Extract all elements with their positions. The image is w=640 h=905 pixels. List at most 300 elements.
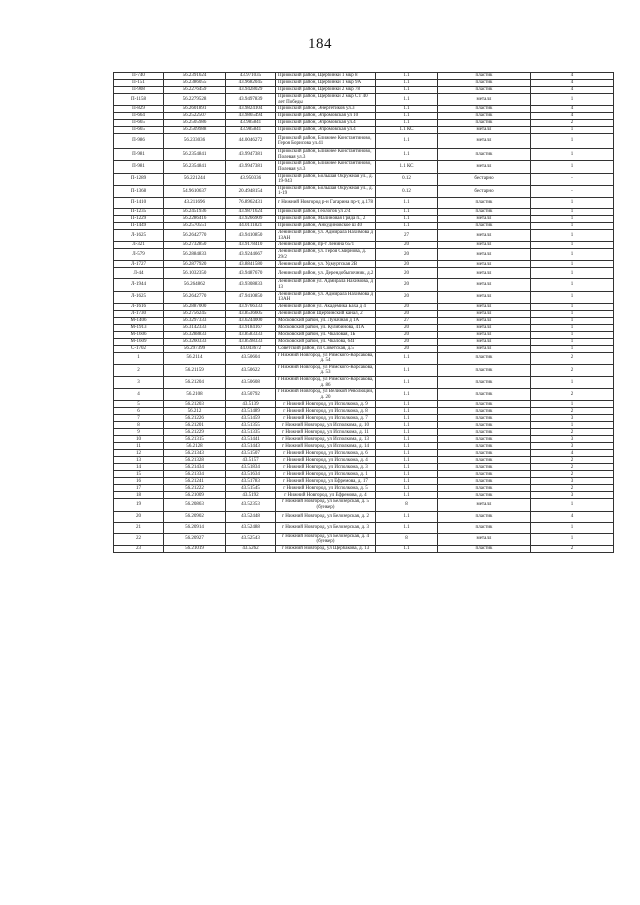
- site-id-cell: Л-579: [114, 249, 164, 261]
- site-id-cell: М-1609: [114, 338, 164, 345]
- latitude-cell: 56.2276459: [164, 87, 226, 94]
- longitude-cell: 43.52353: [226, 499, 276, 511]
- site-id-cell: 20: [114, 511, 164, 522]
- longitude-cell: 43.9947381: [226, 149, 276, 161]
- page-number: 184: [308, 36, 332, 52]
- count-cell: 2: [531, 545, 614, 552]
- count-cell: 1: [531, 127, 614, 134]
- site-id-cell: 13: [114, 457, 164, 464]
- latitude-cell: 54.9610637: [164, 185, 226, 197]
- site-id-cell: 5: [114, 401, 164, 408]
- address-cell: Ленинский район, ул. Адмирала Нахимова д 13АН: [276, 229, 376, 241]
- table-row: [114, 364, 614, 376]
- latitude-cell: 56.21315: [164, 436, 226, 443]
- container-sites-table: [113, 72, 613, 553]
- table-row: [114, 331, 614, 338]
- volume-cell: 27: [376, 229, 438, 241]
- material-cell: пластик: [438, 113, 531, 120]
- volume-cell: 1.1: [376, 106, 438, 113]
- count-cell: 1: [531, 215, 614, 222]
- latitude-cell: 56.2570551: [164, 222, 226, 229]
- material-cell: пластик: [438, 522, 531, 533]
- count-cell: 1: [531, 197, 614, 208]
- count-cell: 1: [531, 279, 614, 291]
- longitude-cell: 43.8598333: [226, 338, 276, 345]
- longitude-cell: 43.52448: [226, 511, 276, 522]
- longitude-cell: 43.51355: [226, 422, 276, 429]
- address-cell: Московский район, ул. Кулибинова, 41А: [276, 324, 376, 331]
- address-cell: г Нижний Новгород, ул Исполкома, д. 1: [276, 471, 376, 478]
- table-row: [114, 401, 614, 408]
- site-id-cell: 7: [114, 415, 164, 422]
- count-cell: 2: [531, 485, 614, 492]
- longitude-cell: 43.9497839: [226, 94, 276, 106]
- count-cell: 1: [531, 249, 614, 261]
- material-cell: пластик: [438, 511, 531, 522]
- site-id-cell: П-981: [114, 149, 164, 161]
- latitude-cell: 56.20927: [164, 533, 226, 545]
- latitude-cell: 56.2391624: [164, 73, 226, 80]
- latitude-cell: 56.212: [164, 408, 226, 415]
- longitude-cell: 43.8841580: [226, 261, 276, 268]
- count-cell: 1: [531, 317, 614, 324]
- count-cell: 1: [531, 242, 614, 249]
- latitude-cell: 56.21328: [164, 457, 226, 464]
- site-id-cell: П-664: [114, 113, 164, 120]
- material-cell: пластик: [438, 73, 531, 80]
- table-row: [114, 229, 614, 241]
- material-cell: металл: [438, 345, 531, 352]
- longitude-cell: 20.4948154: [226, 185, 276, 197]
- latitude-cell: 56.2509988: [164, 127, 226, 134]
- latitude-cell: 56.2128: [164, 443, 226, 450]
- table-row: [114, 464, 614, 471]
- count-cell: 1: [531, 222, 614, 229]
- volume-cell: 1.1: [376, 120, 438, 127]
- material-cell: пластик: [438, 149, 531, 161]
- latitude-cell: 56.21222: [164, 485, 226, 492]
- latitude-cell: 56.2354841: [164, 149, 226, 161]
- address-cell: Ленинский район Щербинский канал, 2: [276, 310, 376, 317]
- address-cell: Ленинский район, ул. Удмуртская 2В: [276, 261, 376, 268]
- site-id-cell: 14: [114, 464, 164, 471]
- longitude-cell: 43.51335: [226, 429, 276, 436]
- material-cell: металл: [438, 94, 531, 106]
- table-row: [114, 377, 614, 389]
- volume-cell: 1.1: [376, 208, 438, 215]
- latitude-cell: 56.21229: [164, 429, 226, 436]
- site-id-cell: П-986: [114, 134, 164, 149]
- table-row: [114, 106, 614, 113]
- count-cell: 1: [531, 261, 614, 268]
- material-cell: пластик: [438, 352, 531, 364]
- site-id-cell: 6: [114, 408, 164, 415]
- address-cell: г Нижний Новгород, ул Исполкома, д. 9: [276, 401, 376, 408]
- material-cell: металл: [438, 533, 531, 545]
- material-cell: пластик: [438, 478, 531, 485]
- volume-cell: 1.1 КС: [376, 127, 438, 134]
- material-cell: металл: [438, 249, 531, 261]
- site-id-cell: П-1158: [114, 94, 164, 106]
- latitude-cell: 56.2108: [164, 389, 226, 401]
- address-cell: Приокский район, Большая Окружная ул., д. 19-943: [276, 173, 376, 185]
- count-cell: 1: [531, 134, 614, 149]
- latitude-cell: 56.2522507: [164, 113, 226, 120]
- address-cell: Приокский район, Геологов ул 2/4: [276, 208, 376, 215]
- data-table: [113, 72, 614, 553]
- count-cell: 1: [531, 499, 614, 511]
- material-cell: металл: [438, 317, 531, 324]
- material-cell: пластик: [438, 106, 531, 113]
- latitude-cell: 56.2642770: [164, 229, 226, 241]
- address-cell: Советский район, пл Советская, д.5: [276, 345, 376, 352]
- volume-cell: 1.1: [376, 401, 438, 408]
- table-row: [114, 422, 614, 429]
- count-cell: 1: [531, 422, 614, 429]
- longitude-cell: 43.9178410: [226, 242, 276, 249]
- count-cell: 3: [531, 436, 614, 443]
- latitude-cell: 56.221244: [164, 173, 226, 185]
- count-cell: 3: [531, 492, 614, 499]
- count-cell: 4: [531, 73, 614, 80]
- table-row: [114, 478, 614, 485]
- address-cell: г Нижний Новгород, ул Белозерская, д. 5 (бункер): [276, 499, 376, 511]
- count-cell: 1: [531, 208, 614, 215]
- table-row: [114, 242, 614, 249]
- site-id-cell: Л-1616: [114, 303, 164, 310]
- table-row: [114, 324, 614, 331]
- volume-cell: 1.1 КС: [376, 161, 438, 173]
- site-id-cell: М-1913: [114, 324, 164, 331]
- count-cell: 1: [531, 522, 614, 533]
- latitude-cell: 56.21159: [164, 364, 226, 376]
- table-row: [114, 87, 614, 94]
- address-cell: Приокский район, Щербинки 2 мкр СТ 40 лет Победы: [276, 94, 376, 106]
- longitude-cell: 43.51443: [226, 443, 276, 450]
- volume-cell: 1.1: [376, 389, 438, 401]
- longitude-cell: 43.9865494: [226, 113, 276, 120]
- address-cell: Приокский район, Эпромовская ул 10: [276, 113, 376, 120]
- count-cell: -: [531, 185, 614, 197]
- table-row: [114, 291, 614, 303]
- longitude-cell: 43.52543: [226, 533, 276, 545]
- material-cell: металл: [438, 134, 531, 149]
- table-row: [114, 134, 614, 149]
- material-cell: пластик: [438, 80, 531, 87]
- count-cell: -: [531, 173, 614, 185]
- address-cell: Московский район, ул. Чкалова, 64Г: [276, 338, 376, 345]
- longitude-cell: 43.51634: [226, 471, 276, 478]
- longitude-cell: 43.50608: [226, 377, 276, 389]
- volume-cell: 1.1: [376, 429, 438, 436]
- site-id-cell: П-151: [114, 80, 164, 87]
- table-row: [114, 279, 614, 291]
- longitude-cell: 43.51783: [226, 478, 276, 485]
- site-id-cell: П-908: [114, 87, 164, 94]
- volume-cell: 20: [376, 249, 438, 261]
- table-row: [114, 249, 614, 261]
- site-id-cell: 8: [114, 422, 164, 429]
- site-id-cell: 12: [114, 450, 164, 457]
- longitude-cell: 43.9487670: [226, 268, 276, 279]
- volume-cell: 1.1: [376, 436, 438, 443]
- longitude-cell: 43.5139: [226, 401, 276, 408]
- site-id-cell: Л-44: [114, 268, 164, 279]
- material-cell: металл: [438, 279, 531, 291]
- site-id-cell: П-665: [114, 120, 164, 127]
- table-row: [114, 408, 614, 415]
- material-cell: пластик: [438, 197, 531, 208]
- longitude-cell: 76.8962431: [226, 197, 276, 208]
- longitude-cell: 43.51489: [226, 408, 276, 415]
- latitude-cell: 56.21334: [164, 471, 226, 478]
- site-id-cell: 18: [114, 492, 164, 499]
- volume-cell: 20: [376, 324, 438, 331]
- volume-cell: 8: [376, 499, 438, 511]
- count-cell: 1: [531, 94, 614, 106]
- volume-cell: 1.1: [376, 364, 438, 376]
- count-cell: 1: [531, 345, 614, 352]
- site-id-cell: П-981: [114, 161, 164, 173]
- volume-cell: 20: [376, 242, 438, 249]
- table-row: [114, 389, 614, 401]
- address-cell: г Нижний Новгород, ул Исполкома, д. 10: [276, 422, 376, 429]
- longitude-cell: 43.51459: [226, 415, 276, 422]
- address-cell: г Нижний Новгород, ул Ефремова, д. 4: [276, 492, 376, 499]
- material-cell: пластик: [438, 492, 531, 499]
- latitude-cell: 56.3288833: [164, 331, 226, 338]
- longitude-cell: 43.985841: [226, 120, 276, 127]
- address-cell: г Нижний Новгород, ул Исполкома, д. 4: [276, 457, 376, 464]
- count-cell: 1: [531, 268, 614, 279]
- count-cell: 1: [531, 149, 614, 161]
- longitude-cell: 43.9682045: [226, 80, 276, 87]
- address-cell: Ленинский район, пр-т Ленина 65/1: [276, 242, 376, 249]
- count-cell: 4: [531, 113, 614, 120]
- latitude-cell: 56.1032350: [164, 268, 226, 279]
- count-cell: 2: [531, 457, 614, 464]
- material-cell: пластик: [438, 545, 531, 552]
- site-id-cell: С-1702: [114, 345, 164, 352]
- table-row: [114, 457, 614, 464]
- volume-cell: 1.1: [376, 149, 438, 161]
- count-cell: 4: [531, 511, 614, 522]
- table-row: [114, 443, 614, 450]
- volume-cell: 1.1: [376, 478, 438, 485]
- table-row: [114, 73, 614, 80]
- table-row: [114, 208, 614, 215]
- address-cell: г Нижний Новгород, ул Исполкома, д. 11: [276, 429, 376, 436]
- volume-cell: 27: [376, 317, 438, 324]
- table-row: [114, 94, 614, 106]
- count-cell: 1: [531, 161, 614, 173]
- count-cell: 1: [531, 310, 614, 317]
- count-cell: 1: [531, 401, 614, 408]
- material-cell: металл: [438, 310, 531, 317]
- address-cell: Ленинский район, ул. Адмирала Нахимова д 13АН: [276, 291, 376, 303]
- address-cell: Приокский район, Ближнее Константиново, Героя Борисова ул.41: [276, 134, 376, 149]
- count-cell: 4: [531, 106, 614, 113]
- table-row: [114, 303, 614, 310]
- count-cell: 3: [531, 478, 614, 485]
- material-cell: пластик: [438, 436, 531, 443]
- material-cell: металл: [438, 229, 531, 241]
- volume-cell: 1.1: [376, 113, 438, 120]
- count-cell: 2: [531, 364, 614, 376]
- material-cell: пластик: [438, 389, 531, 401]
- volume-cell: 1.1: [376, 222, 438, 229]
- count-cell: 2: [531, 120, 614, 127]
- volume-cell: 20: [376, 268, 438, 279]
- latitude-cell: 56.2286416: [164, 215, 226, 222]
- longitude-cell: 43.9824104: [226, 106, 276, 113]
- table-body: [114, 73, 614, 553]
- latitude-cell: 56.3142333: [164, 324, 226, 331]
- volume-cell: 1.1: [376, 443, 438, 450]
- count-cell: 2: [531, 464, 614, 471]
- site-id-cell: Л-1730: [114, 310, 164, 317]
- latitude-cell: 56.2279528: [164, 94, 226, 106]
- latitude-cell: 56.2732850: [164, 242, 226, 249]
- volume-cell: 0.12: [376, 185, 438, 197]
- address-cell: г Нижний Новгород, ул Исполкома, д. 5: [276, 485, 376, 492]
- table-row: [114, 173, 614, 185]
- longitude-cell: 43.51441: [226, 436, 276, 443]
- table-row: [114, 429, 614, 436]
- volume-cell: 20: [376, 338, 438, 345]
- address-cell: Ленинский район ул. Адмирала Нахимова, д 13: [276, 279, 376, 291]
- site-id-cell: П-740: [114, 73, 164, 80]
- table-row: [114, 338, 614, 345]
- address-cell: г Нижний Новгород, ул Щербакова, д. 13: [276, 545, 376, 552]
- site-id-cell: 16: [114, 478, 164, 485]
- volume-cell: 20: [376, 279, 438, 291]
- table-row: [114, 415, 614, 422]
- address-cell: Приокский район, Щербинки 1 мкр 8: [276, 73, 376, 80]
- longitude-cell: 43.5157: [226, 457, 276, 464]
- volume-cell: 1.1: [376, 408, 438, 415]
- material-cell: пластик: [438, 457, 531, 464]
- material-cell: металл: [438, 261, 531, 268]
- longitude-cell: 43.5192: [226, 492, 276, 499]
- address-cell: Приокский район, Эпромовская ул.4: [276, 127, 376, 134]
- table-row: [114, 161, 614, 173]
- address-cell: Приокский район, Эпромовская ул.4: [276, 120, 376, 127]
- table-row: [114, 522, 614, 533]
- site-id-cell: М-1406: [114, 317, 164, 324]
- longitude-cell: 43.9428029: [226, 87, 276, 94]
- site-id-cell: 2: [114, 364, 164, 376]
- material-cell: пластик: [438, 443, 531, 450]
- table-row: [114, 222, 614, 229]
- material-cell: металл: [438, 215, 531, 222]
- latitude-cell: 56.21343: [164, 450, 226, 457]
- material-cell: пластик: [438, 87, 531, 94]
- table-row: [114, 113, 614, 120]
- table-row: [114, 533, 614, 545]
- site-id-cell: П-1410: [114, 197, 164, 208]
- latitude-cell: 56.20914: [164, 522, 226, 533]
- material-cell: пластик: [438, 485, 531, 492]
- longitude-cell: 47.9410850: [226, 291, 276, 303]
- table-row: [114, 197, 614, 208]
- longitude-cell: 43.9410850: [226, 229, 276, 241]
- volume-cell: 1.1: [376, 94, 438, 106]
- longitude-cell: 43.8536605: [226, 310, 276, 317]
- site-id-cell: 4: [114, 389, 164, 401]
- volume-cell: 20: [376, 331, 438, 338]
- site-id-cell: Л-1625: [114, 229, 164, 241]
- address-cell: Московский район, ул. Луначная д 1А: [276, 317, 376, 324]
- volume-cell: 20: [376, 303, 438, 310]
- address-cell: г Нижний Новгород, ул Исполкома, д. 7: [276, 415, 376, 422]
- material-cell: пластик: [438, 401, 531, 408]
- longitude-cell: 43.52488: [226, 522, 276, 533]
- longitude-cell: 44.0046272: [226, 134, 276, 149]
- address-cell: Приокский район, Ближнее Константиново, Полевая ул.3: [276, 149, 376, 161]
- site-id-cell: П-829: [114, 106, 164, 113]
- volume-cell: 1.1: [376, 80, 438, 87]
- table-row: [114, 485, 614, 492]
- address-cell: г Нижний Новгород, ул Римского-Корсакова, д. 86: [276, 377, 376, 389]
- table-row: [114, 80, 614, 87]
- latitude-cell: 56.264862: [164, 279, 226, 291]
- latitude-cell: 56.2601891: [164, 106, 226, 113]
- material-cell: металл: [438, 161, 531, 173]
- latitude-cell: 56.21226: [164, 415, 226, 422]
- material-cell: металл: [438, 324, 531, 331]
- latitude-cell: 56.233036: [164, 134, 226, 149]
- volume-cell: 1.1: [376, 422, 438, 429]
- latitude-cell: 56.21019: [164, 545, 226, 552]
- material-cell: металл: [438, 303, 531, 310]
- count-cell: 3: [531, 415, 614, 422]
- latitude-cell: 56.297399: [164, 345, 226, 352]
- material-cell: пластик: [438, 429, 531, 436]
- material-cell: металл: [438, 291, 531, 303]
- count-cell: 1: [531, 229, 614, 241]
- material-cell: металл: [438, 338, 531, 345]
- address-cell: г Нижний Новгород, ул Исполкома, д. 13: [276, 436, 376, 443]
- site-id-cell: 19: [114, 499, 164, 511]
- address-cell: г Нижний Новгород, ул Белозерская, д. 4 (бункер): [276, 533, 376, 545]
- volume-cell: 1.1: [376, 545, 438, 552]
- table-row: [114, 120, 614, 127]
- material-cell: металл: [438, 268, 531, 279]
- site-id-cell: 11: [114, 443, 164, 450]
- volume-cell: 1.1: [376, 134, 438, 149]
- address-cell: г Нижний Новгород, ул Исполкома, д. 8: [276, 408, 376, 415]
- table-row: [114, 545, 614, 552]
- site-id-cell: 15: [114, 471, 164, 478]
- material-cell: пластик: [438, 471, 531, 478]
- material-cell: пластик: [438, 364, 531, 376]
- latitude-cell: 56.3260333: [164, 338, 226, 345]
- latitude-cell: 56.2451936: [164, 208, 226, 215]
- site-id-cell: Л-321: [114, 242, 164, 249]
- volume-cell: 20: [376, 291, 438, 303]
- material-cell: металл: [438, 499, 531, 511]
- material-cell: пластик: [438, 464, 531, 471]
- volume-cell: 1.1: [376, 511, 438, 522]
- volume-cell: 20: [376, 261, 438, 268]
- volume-cell: 1.1: [376, 464, 438, 471]
- longitude-cell: 43.950336: [226, 173, 276, 185]
- latitude-cell: 56.21434: [164, 464, 226, 471]
- count-cell: 1: [531, 533, 614, 545]
- latitude-cell: 56.21203: [164, 401, 226, 408]
- table-row: [114, 317, 614, 324]
